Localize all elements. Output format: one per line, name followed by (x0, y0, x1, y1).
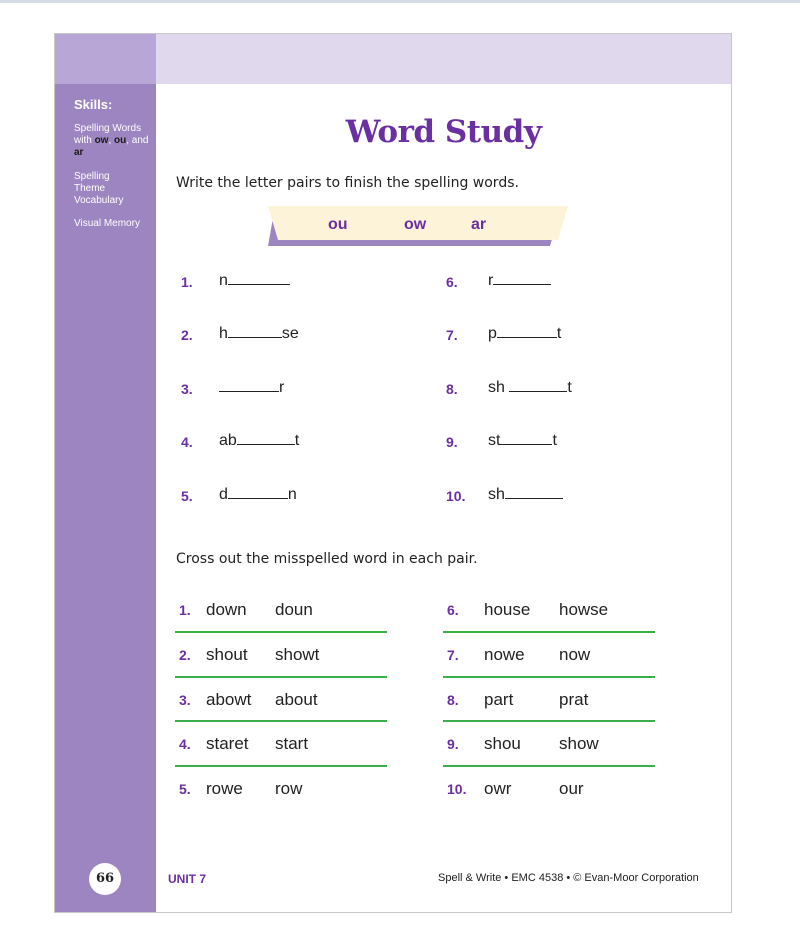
word-choice[interactable]: our (559, 779, 584, 798)
page-number: 66 (89, 863, 121, 895)
pair-number: 9. (447, 736, 459, 752)
word-choice[interactable]: doun (275, 600, 313, 619)
word-choice[interactable]: start (275, 734, 309, 753)
pair-number: 7. (447, 647, 459, 663)
answer-blank[interactable] (505, 484, 563, 499)
answer-blank[interactable] (493, 270, 551, 285)
fill-in-word: n (219, 270, 290, 290)
fill-in-word: p t (488, 325, 562, 342)
word-choice[interactable]: nowe (484, 645, 525, 664)
green-rule (175, 720, 387, 722)
word-choice[interactable]: down (206, 600, 247, 619)
fill-in-word: r (488, 270, 551, 290)
answer-blank[interactable] (237, 430, 295, 445)
word-choice[interactable]: prat (559, 690, 589, 709)
item-number: 9. (446, 434, 458, 450)
green-rule (175, 765, 387, 767)
instruction-letter-pairs: Write the letter pairs to finish the spelling words. (176, 175, 519, 191)
pair-number: 4. (179, 736, 191, 752)
answer-blank[interactable] (497, 323, 557, 338)
skill-spelling-words: Spelling Words with ow, ou, and ar (74, 123, 149, 158)
skill-visual-memory: Visual Memory (74, 218, 140, 229)
pair-number: 6. (447, 602, 459, 618)
pair-number: 3. (179, 692, 191, 708)
fill-in-word: r (219, 377, 284, 397)
word-choice[interactable]: shout (206, 645, 248, 664)
instruction-cross-out: Cross out the misspelled word in each pair. (176, 551, 478, 567)
answer-blank[interactable] (509, 377, 567, 392)
word-choice[interactable]: staret (206, 734, 249, 753)
fill-in-word: sh t (488, 379, 572, 396)
word-choice[interactable]: show (559, 734, 599, 753)
word-choice[interactable]: abowt (206, 690, 252, 709)
green-rule (443, 720, 655, 722)
footer-credit: Spell & Write • EMC 4538 • © Evan-Moor Corporation (438, 872, 699, 884)
item-number: 2. (181, 327, 193, 343)
item-number: 7. (446, 327, 458, 343)
fill-in-word: ab t (219, 432, 300, 449)
answer-blank[interactable] (228, 323, 282, 338)
page-title: Word Study (345, 114, 542, 150)
item-number: 3. (181, 381, 193, 397)
green-rule (175, 631, 387, 633)
header-band (156, 34, 731, 84)
answer-blank[interactable] (500, 430, 552, 445)
word-choice[interactable]: about (275, 690, 318, 709)
item-number: 1. (181, 274, 193, 290)
word-choice[interactable]: house (484, 600, 531, 619)
green-rule (443, 631, 655, 633)
letter-pair-2: ow (404, 216, 427, 233)
word-choice[interactable]: part (484, 690, 514, 709)
answer-blank[interactable] (219, 377, 279, 392)
item-number: 5. (181, 488, 193, 504)
item-number: 4. (181, 434, 193, 450)
letter-pair-3: ar (471, 216, 487, 233)
word-choice[interactable]: shou (484, 734, 521, 753)
worksheet-page (54, 33, 732, 913)
pair-number: 8. (447, 692, 459, 708)
skills-title: Skills: (74, 97, 113, 112)
green-rule (443, 765, 655, 767)
pair-number: 5. (179, 781, 191, 797)
word-choice[interactable]: owr (484, 779, 512, 798)
word-choice[interactable]: howse (559, 600, 609, 619)
skill-theme-vocabulary: Spelling Theme Vocabulary (74, 171, 124, 206)
fill-in-word: st t (488, 432, 557, 449)
pair-number: 1. (179, 602, 191, 618)
word-choice[interactable]: showt (275, 645, 320, 664)
unit-label: UNIT 7 (168, 872, 207, 886)
top-divider (0, 0, 800, 3)
word-choice[interactable]: row (275, 779, 303, 798)
green-rule (443, 676, 655, 678)
fill-in-word: h se (219, 325, 299, 342)
sidebar-top-band (55, 34, 156, 84)
sidebar (55, 34, 156, 912)
answer-blank[interactable] (228, 270, 290, 285)
word-choice[interactable]: rowe (206, 779, 243, 798)
letter-pair-1: ou (328, 216, 348, 233)
answer-blank[interactable] (228, 484, 288, 499)
pair-number: 10. (447, 781, 467, 797)
green-rule (175, 676, 387, 678)
item-number: 8. (446, 381, 458, 397)
fill-in-word: sh (488, 484, 563, 504)
item-number: 10. (446, 488, 466, 504)
fill-in-word: d n (219, 486, 297, 503)
word-choice[interactable]: now (559, 645, 591, 664)
item-number: 6. (446, 274, 458, 290)
pair-number: 2. (179, 647, 191, 663)
